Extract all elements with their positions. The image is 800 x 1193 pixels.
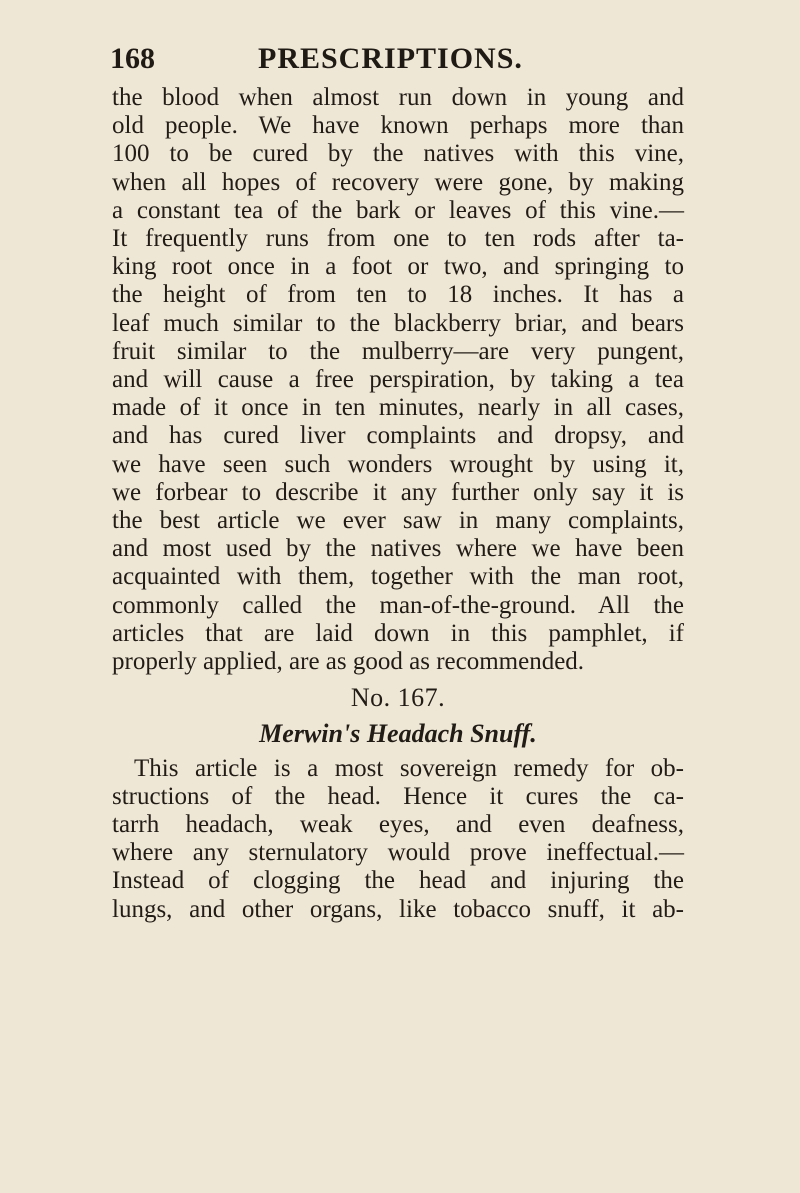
- text-line: structions of the head. Hence it cures the ca-: [112, 782, 684, 810]
- entry-number: No. 167.: [350, 683, 446, 713]
- text-line: and has cured liver complaints and dropsy, and: [112, 422, 684, 450]
- body-text: [112, 84, 684, 924]
- text-line: tarrh headach, weak eyes, and even deafness,: [112, 811, 684, 839]
- paragraph-1: [112, 84, 684, 676]
- text-line: old people. We have known perhaps more than: [112, 112, 684, 140]
- text-line: made of it once in ten minutes, nearly in all cases,: [112, 394, 684, 422]
- text-line: acquainted with them, together with the man root,: [112, 563, 684, 591]
- text-line: when all hopes of recovery were gone, by making: [112, 168, 684, 196]
- text-line: a constant tea of the bark or leaves of this vine.—: [112, 196, 684, 224]
- paragraph-2: [112, 755, 684, 924]
- text-line: This article is a most sovereign remedy for ob-: [134, 754, 684, 782]
- page-header: [110, 42, 670, 82]
- text-line: articles that are laid down in this pamphlet, if: [112, 619, 684, 647]
- text-line: It frequently runs from one to ten rods after ta-: [112, 225, 684, 253]
- page-number: 168: [110, 42, 155, 75]
- text-line: king root once in a foot or two, and springing to: [112, 253, 684, 281]
- text-line: the blood when almost run down in young and: [112, 84, 684, 111]
- text-line: and will cause a free perspiration, by taking a tea: [112, 366, 684, 394]
- text-line: the best article we ever saw in many complaints,: [112, 507, 684, 535]
- text-line: and most used by the natives where we have been: [112, 535, 684, 563]
- text-line: where any sternulatory would prove ineffectual.—: [112, 839, 684, 867]
- running-head: PRESCRIPTIONS.: [258, 42, 523, 75]
- entry-title: Merwin's Headach Snuff.: [259, 719, 537, 749]
- text-line: 100 to be cured by the natives with this vine,: [112, 140, 684, 168]
- text-line: properly applied, are as good as recommended.: [112, 648, 585, 676]
- text-line: commonly called the man-of-the-ground. All the: [112, 591, 684, 619]
- text-line: lungs, and other organs, like tobacco snuff, it ab-: [112, 895, 684, 923]
- text-line: leaf much similar to the blackberry briar, and bears: [112, 309, 684, 337]
- text-line: the height of from ten to 18 inches. It has a: [112, 281, 684, 309]
- text-line: we have seen such wonders wrought by using it,: [112, 450, 684, 478]
- text-line: Instead of clogging the head and injuring the: [112, 867, 684, 895]
- text-line: fruit similar to the mulberry—are very pungent,: [112, 337, 684, 365]
- text-line: we forbear to describe it any further only say it is: [112, 478, 684, 506]
